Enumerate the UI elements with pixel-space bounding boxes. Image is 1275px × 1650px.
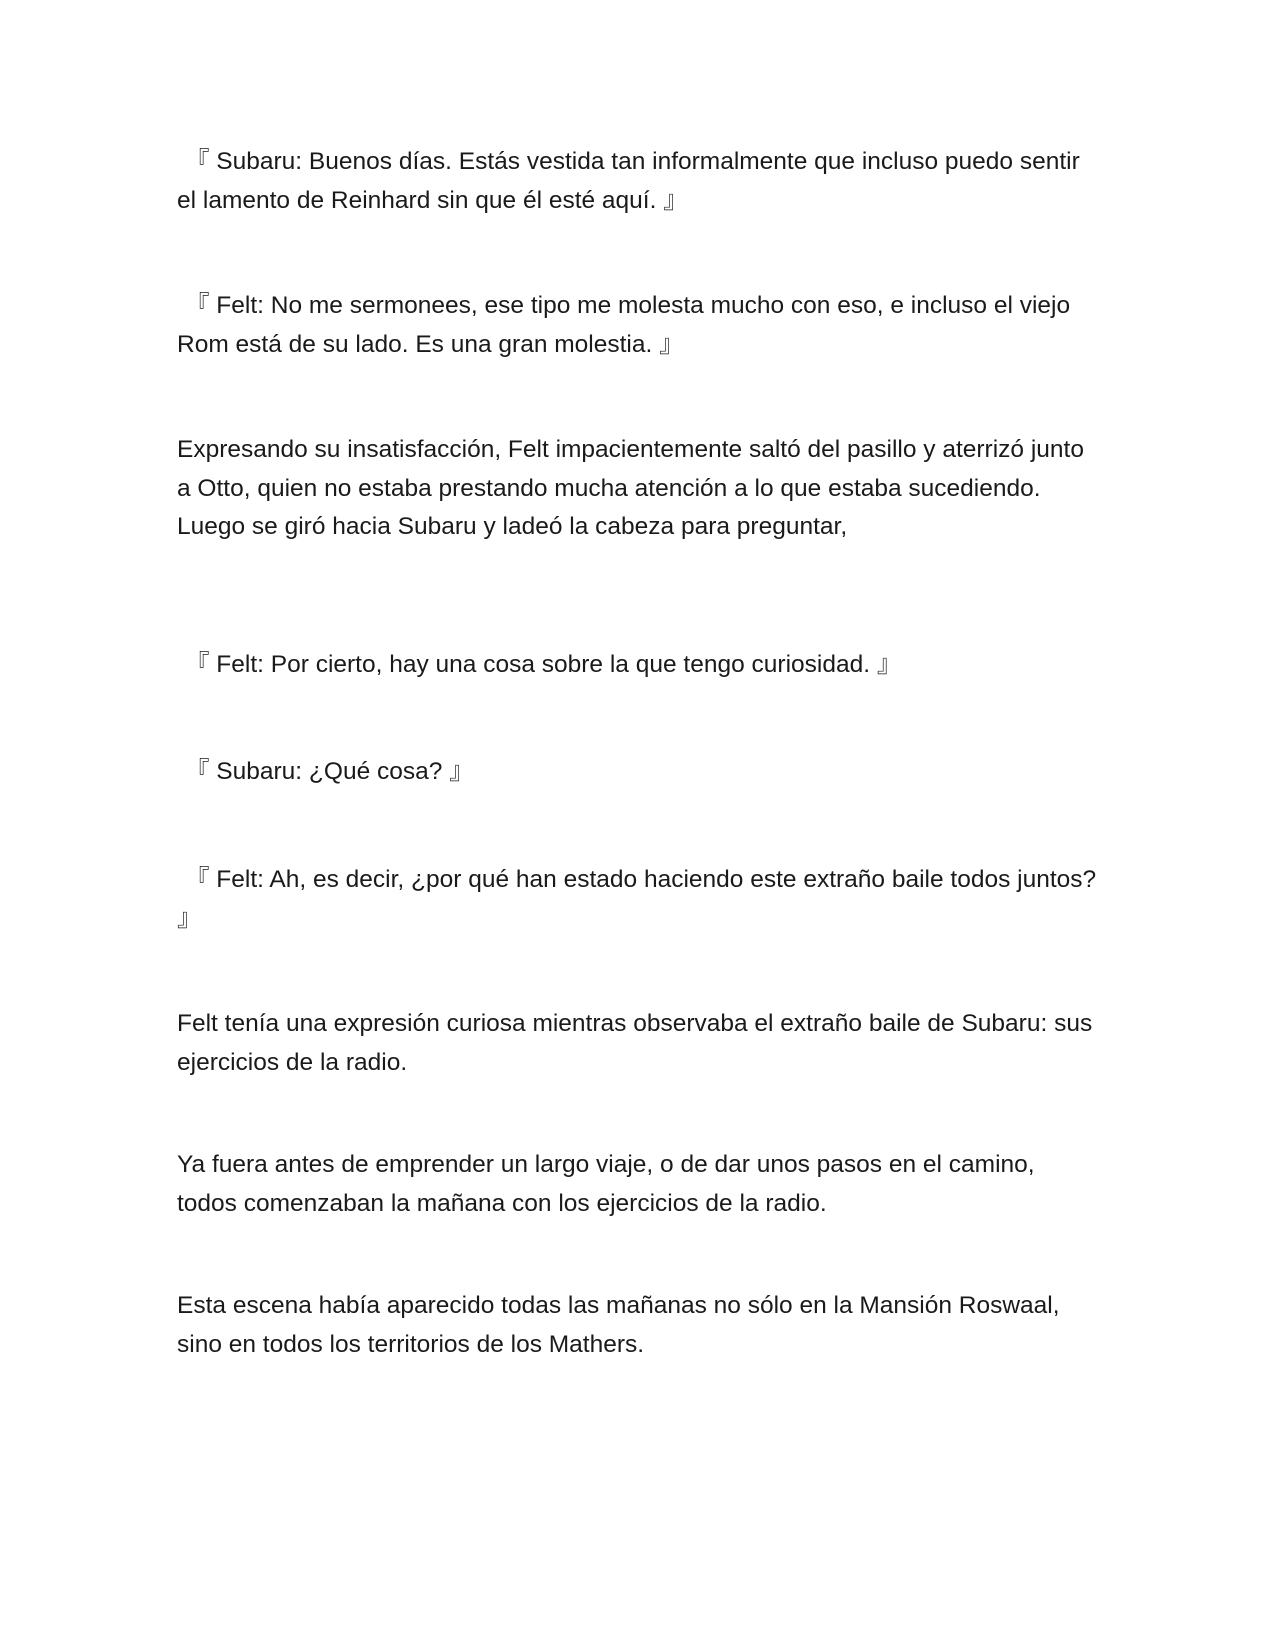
dialogue-felt-complaint: 『 Felt: No me sermonees, ese tipo me molesta mucho con eso, e incluso el viejo Rom está de su lado. Es una gran molestia. 』 xyxy=(177,292,1071,358)
dialogue-subaru-greeting: 『 Subaru: Buenos días. Estás vestida tan informalmente que incluso puedo sentir el lamento de Reinhard sin que él esté aquí. 』 xyxy=(177,148,1080,214)
narration-morning-routine: Ya fuera antes de emprender un largo viaje, o de dar unos pasos en el camino, todos comenzaban la mañana con los ejercicios de la radio. xyxy=(177,1151,1035,1217)
dialogue-felt-curiosity: 『 Felt: Por cierto, hay una cosa sobre la que tengo curiosidad. 』 xyxy=(185,651,902,678)
narration-felt-jumps: Expresando su insatisfacción, Felt impacientemente saltó del pasillo y aterrizó junto a Otto, quien no estaba prestando mucha atención a lo que estaba sucediendo. Luego se giró hacia Subaru y ladeó la cabeza para preguntar, xyxy=(177,436,1084,540)
dialogue-felt-dance-question: 『 Felt: Ah, es decir, ¿por qué han estado haciendo este extraño baile todos juntos? 』 xyxy=(177,866,1097,932)
dialogue-subaru-question: 『 Subaru: ¿Qué cosa? 』 xyxy=(185,758,474,785)
narration-mathers-territories: Esta escena había aparecido todas las mañanas no sólo en la Mansión Roswaal, sino en todos los territorios de los Mathers. xyxy=(177,1292,1060,1358)
narration-radio-exercises: Felt tenía una expresión curiosa mientras observaba el extraño baile de Subaru: sus ejercicios de la radio. xyxy=(177,1010,1093,1076)
